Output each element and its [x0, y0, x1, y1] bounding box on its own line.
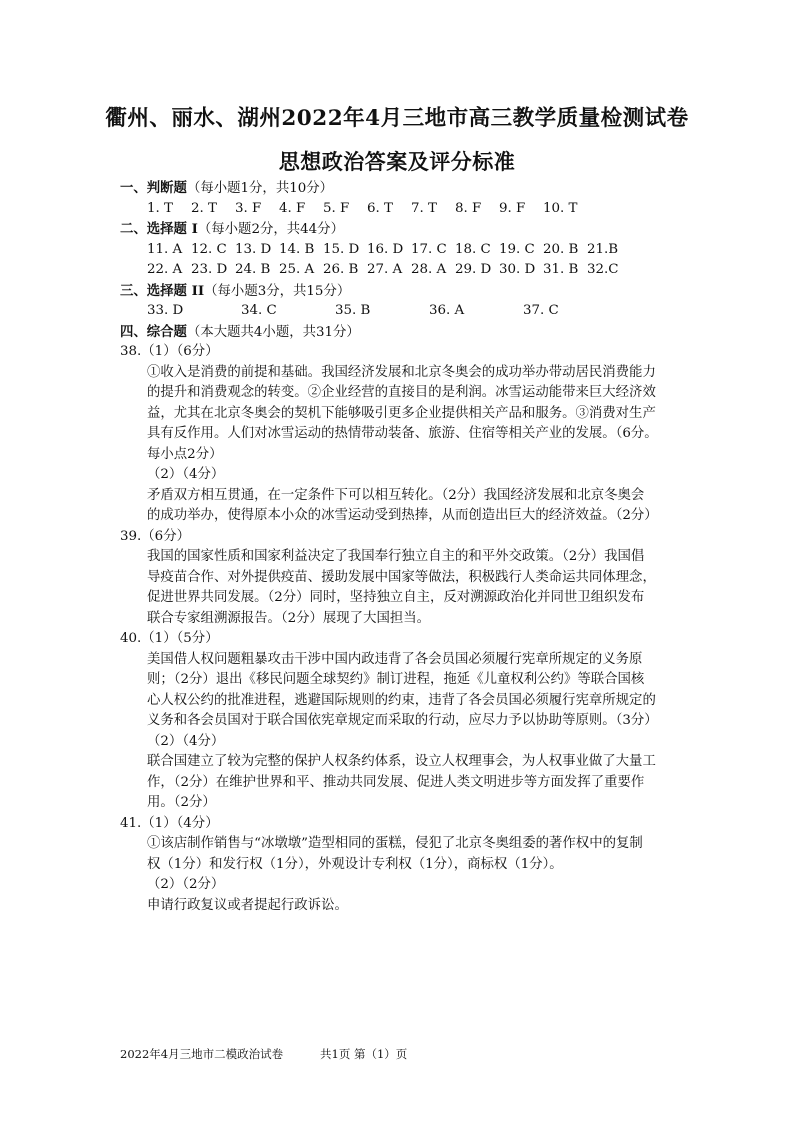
answer-item: 21.B [587, 241, 619, 257]
answer-item: 23. D [191, 262, 228, 277]
answer-item: 9. F [499, 200, 526, 216]
answer-item: 27. A [367, 262, 403, 277]
section-heading-choice-2: 三、选择题 II（每小题3分，共15分） [120, 282, 351, 299]
answer-item: 31. B [543, 262, 579, 277]
answer-item: 22. A [147, 262, 183, 277]
judgment-answers [120, 199, 680, 220]
page-subtitle: 思想政治答案及评分标准 [278, 149, 516, 174]
answer-item: 4. F [279, 200, 306, 216]
answer-item: 16. D [367, 241, 404, 257]
section-heading-judgment: 一、判断题（每小题1分，共10分） [120, 180, 334, 196]
answer-text-line: 联合专家组溯源报告。（2分）展现了大国担当。 [147, 610, 431, 626]
answer-item: 32.C [587, 262, 619, 277]
page-footer [120, 1046, 408, 1062]
answer-item: 33. D [147, 303, 184, 318]
question-40-part-2-answer [120, 752, 680, 814]
answer-text-line: 我国的国家性质和国家利益决定了我国奉行独立自主的和平外交政策。（2分）我国倡 [147, 549, 645, 564]
answer-text-line: 具有反作用。人们对冰雪运动的热情带动装备、旅游、住宿等相关产业的发展。（6分。 [147, 426, 658, 441]
answer-item: 29. D [455, 262, 492, 277]
section-heading-choice-1: 二、选择题 I（每小题2分，共44分） [120, 221, 344, 237]
answer-item: 6. T [367, 200, 393, 216]
footer-exam-name: 2022年4月三地市二模政治试卷 [120, 1047, 284, 1061]
page-title: 衢州、丽水、湖州2022年4月三地市高三教学质量检测试卷 [105, 106, 689, 131]
answer-item: 18. C [455, 241, 491, 257]
question-41-part-2-label: （2）（2分） [147, 877, 225, 892]
answer-text-line: ①收入是消费的前提和基础。我国经济发展和北京冬奥会的成功举办带动居民消费能力 [147, 364, 656, 380]
answer-item: 12. C [191, 241, 227, 257]
answer-item: 19. C [499, 241, 535, 257]
answer-text-line: 用。（2分） [147, 795, 216, 810]
question-38-part-2-answer [120, 486, 680, 527]
choice-1-answers-row [120, 260, 680, 281]
answer-item: 17. C [411, 241, 447, 257]
answer-text-line: 的成功举办，使得原本小众的冰雪运动受到热捧，从而创造出巨大的经济效益。（2分） [147, 508, 658, 523]
answer-text-line: 导疫苗合作、对外提供疫苗、援助发展中国家等做法，积极践行人类命运共同体理念， [147, 569, 656, 585]
question-38-part-1-answer [120, 363, 680, 466]
answer-item: 10. T [543, 200, 578, 216]
answer-text-line: 每小点2分） [147, 446, 223, 462]
answer-item: 28. A [411, 262, 447, 277]
footer-page-number: 共1页 第（1）页 [320, 1047, 408, 1061]
answer-item: 34. C [241, 303, 277, 318]
answer-text-line: 美国借人权问题粗暴攻击干涉中国内政违背了各会员国必须履行宪章所规定的义务原 [147, 651, 643, 667]
answer-item: 26. B [323, 262, 359, 277]
answer-item: 3. F [235, 200, 262, 216]
answer-item: 25. A [279, 262, 315, 277]
answer-content [120, 178, 680, 916]
answer-text-line: 义务和各会员国对于联合国依宪章规定而采取的行动，应尽力予以协助等原则。（3分） [147, 713, 658, 728]
question-39-answer [120, 547, 680, 629]
answer-text-line: 则；（2分）退出《移民问题全球契约》制订进程，拖延《儿童权利公约》等联合国核 [147, 672, 645, 687]
answer-text-line: 联合国建立了较为完整的保护人权条约体系，设立人权理事会，为人权事业做了大量工 [147, 754, 656, 769]
answer-item: 14. B [279, 241, 315, 257]
answer-text-line: 心人权公约的批准进程，逃避国际规则的约束，违背了各会员国必须履行宪章所规定的 [147, 692, 656, 708]
question-41-part-1-answer [120, 834, 680, 875]
answer-item: 30. D [499, 262, 536, 277]
answer-item: 36. A [429, 303, 465, 318]
answer-text-line: ①该店制作销售与“冰墩墩”造型相同的蛋糕，侵犯了北京冬奥组委的著作权中的复制 [147, 836, 643, 851]
answer-text-line: 权（1分）和发行权（1分），外观设计专利权（1分），商标权（1分）。 [147, 856, 563, 872]
answer-item: 8. F [455, 200, 482, 216]
answer-item: 24. B [235, 262, 271, 277]
question-40-number: 40.（1）（5分） [120, 631, 219, 646]
answer-item: 37. C [523, 303, 559, 318]
answer-item: 15. D [323, 241, 360, 257]
answer-text-line: 申请行政复议或者提起行政诉讼。 [147, 897, 348, 913]
answer-item: 7. T [411, 200, 437, 216]
answer-text-line: 的提升和消费观念的转变。②企业经营的直接目的是利润。冰雪运动能带来巨大经济效 [147, 385, 656, 400]
answer-item: 5. F [323, 200, 350, 216]
answer-item: 20. B [543, 241, 579, 257]
answer-text-line: 益，尤其在北京冬奥会的契机下能够吸引更多企业提供相关产品和服务。③消费对生产 [147, 405, 656, 421]
answer-item: 2. T [191, 200, 217, 216]
question-41-part-2-answer [120, 896, 680, 917]
answer-text-line: 促进世界共同发展。（2分）同时，坚持独立自主，反对溯源政治化并同世卫组织发布 [147, 590, 645, 605]
question-41-number: 41.（1）（4分） [120, 815, 219, 831]
answer-item: 11. A [147, 241, 183, 257]
question-38-part-2-label: （2）（4分） [147, 467, 225, 482]
section-heading-comprehensive: 四、综合题（本大题共4小题，共31分） [120, 323, 360, 340]
question-40-part-2-label: （2）（4分） [147, 733, 225, 749]
answer-text-line: 作，（2分）在维护世界和平、推动共同发展、促进人类文明进步等方面发挥了重要作 [147, 774, 645, 790]
question-39-number: 39.（6分） [120, 528, 190, 544]
choice-1-answers-row [120, 240, 680, 261]
answer-text-line: 矛盾双方相互贯通，在一定条件下可以相互转化。（2分）我国经济发展和北京冬奥会 [147, 487, 645, 503]
answer-item: 13. D [235, 241, 272, 257]
answer-item: 1. T [147, 200, 173, 216]
question-38-number: 38.（1）（6分） [120, 344, 219, 359]
answer-item: 35. B [335, 303, 371, 318]
choice-2-answers [120, 301, 680, 322]
question-40-part-1-answer [120, 650, 680, 732]
